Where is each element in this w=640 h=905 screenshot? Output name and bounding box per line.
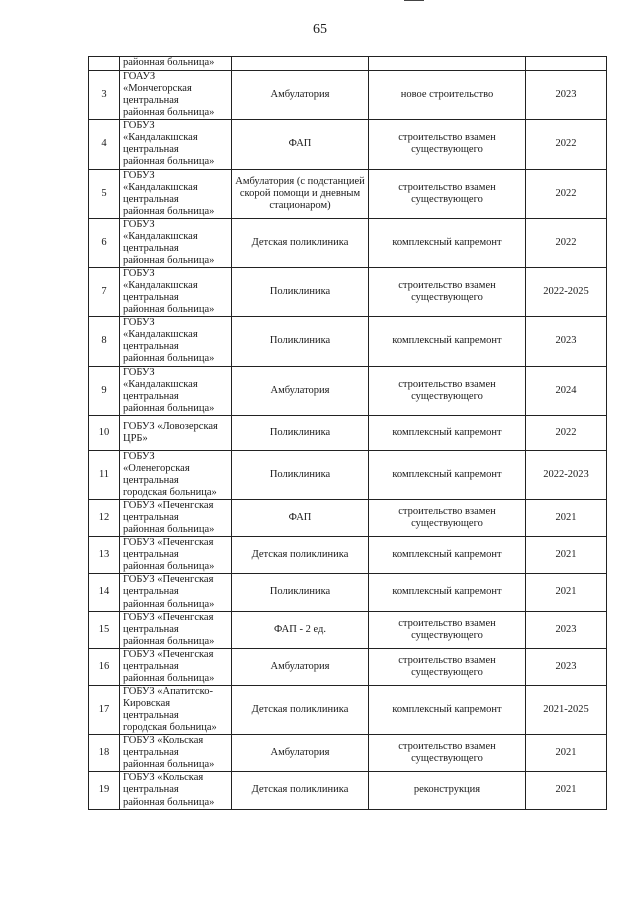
- organization-line: районная больница»: [123, 304, 215, 316]
- work-type-cell: реконструкция: [369, 772, 526, 809]
- year-cell: 2021-2025: [526, 685, 607, 734]
- work-type-cell: строительство взамен существующего: [369, 611, 526, 648]
- organization-line: районная больница»: [123, 598, 215, 610]
- page-number: 65: [313, 22, 327, 37]
- organization-line: городская больница»: [123, 486, 217, 498]
- table-row: [89, 71, 607, 120]
- row-number: 3: [89, 71, 120, 120]
- organization-line: центральная: [123, 549, 179, 561]
- table-row: [89, 735, 607, 772]
- organization-line: центральная: [123, 390, 179, 402]
- year-cell: 2023: [526, 648, 607, 685]
- table-row: [89, 317, 607, 366]
- facility-type-cell: Амбулатория: [232, 366, 369, 415]
- organization-cell: [120, 317, 232, 366]
- organization-cell: [120, 648, 232, 685]
- row-number: 4: [89, 120, 120, 169]
- facility-type-cell: Поликлиника: [232, 317, 369, 366]
- organization-line: ГОБУЗ «Печенгская: [123, 537, 214, 549]
- organization-line: ГОБУЗ «Печенгская: [123, 500, 214, 511]
- facility-type-cell: Детская поликлиника: [232, 537, 369, 574]
- organization-line: районная больница»: [123, 156, 215, 168]
- table-row: [89, 772, 607, 809]
- organization-line: ГОБУЗ «Апатитско-: [123, 685, 213, 697]
- row-number: 19: [89, 772, 120, 809]
- organization-line: районная больница»: [123, 672, 215, 684]
- organization-cell: [120, 574, 232, 611]
- organization-line: ГОБУЗ «Печенгская: [123, 611, 214, 623]
- year-cell: 2022: [526, 169, 607, 218]
- organization-line: «Кандалакшская: [123, 280, 198, 292]
- organization-line: центральная: [123, 144, 179, 156]
- organization-cell: [120, 500, 232, 537]
- facility-type-cell: Детская поликлиника: [232, 685, 369, 734]
- organization-line: центральная: [123, 660, 179, 672]
- work-type-cell: строительство взамен существующего: [369, 268, 526, 317]
- organization-line: центральная: [123, 193, 179, 205]
- organization-line: ГОБУЗ «Печенгская: [123, 648, 214, 660]
- organization-line: «Мончегорская: [123, 83, 192, 95]
- row-number: 18: [89, 735, 120, 772]
- row-number: 14: [89, 574, 120, 611]
- organization-line: районная больница»: [123, 561, 215, 573]
- work-type-cell: комплексный капремонт: [369, 317, 526, 366]
- organization-cell: [120, 71, 232, 120]
- organization-line: районная больница»: [123, 57, 215, 69]
- row-number: 10: [89, 415, 120, 450]
- facility-type-cell: ФАП: [232, 120, 369, 169]
- table-row: [89, 574, 607, 611]
- year-cell: 2022-2023: [526, 450, 607, 499]
- organization-cell: [120, 772, 232, 809]
- organization-cell: [120, 537, 232, 574]
- organization-line: центральная: [123, 95, 179, 107]
- organization-cell: [120, 57, 232, 71]
- work-type-cell: новое строительство: [369, 71, 526, 120]
- facility-type-cell: Амбулатория: [232, 71, 369, 120]
- year-cell: [526, 57, 607, 71]
- table-row: [89, 366, 607, 415]
- organization-line: «Оленегорская: [123, 462, 190, 474]
- work-type-cell: строительство взамен существующего: [369, 366, 526, 415]
- row-number: 13: [89, 537, 120, 574]
- table-row: [89, 611, 607, 648]
- organization-cell: [120, 120, 232, 169]
- organization-line: районная больница»: [123, 635, 215, 647]
- organization-line: ГОБУЗ: [123, 120, 155, 132]
- work-type-cell: комплексный капремонт: [369, 415, 526, 450]
- work-type-cell: комплексный капремонт: [369, 218, 526, 267]
- facility-type-cell: Поликлиника: [232, 450, 369, 499]
- work-type-cell: комплексный капремонт: [369, 574, 526, 611]
- organization-cell: [120, 450, 232, 499]
- table-row: [89, 268, 607, 317]
- organization-line: ЦРБ»: [123, 432, 148, 444]
- organization-line: «Кандалакшская: [123, 230, 198, 242]
- work-type-cell: строительство взамен существующего: [369, 648, 526, 685]
- facility-type-cell: Амбулатория: [232, 735, 369, 772]
- facility-type-cell: Детская поликлиника: [232, 772, 369, 809]
- work-type-cell: комплексный капремонт: [369, 685, 526, 734]
- table-row: [89, 120, 607, 169]
- work-type-cell: строительство взамен существующего: [369, 500, 526, 537]
- table-row: [89, 537, 607, 574]
- organization-line: центральная: [123, 292, 179, 304]
- organization-line: ГОБУЗ «Ловозерская: [123, 420, 218, 432]
- facility-type-cell: Амбулатория (с подстанцией скорой помощи и дневным стационаром): [232, 169, 369, 218]
- year-cell: 2022: [526, 218, 607, 267]
- organization-line: районная больница»: [123, 353, 215, 365]
- organization-line: Кировская: [123, 698, 171, 709]
- organization-line: районная больница»: [123, 524, 215, 536]
- organization-line: районная больница»: [123, 205, 215, 217]
- work-type-cell: комплексный капремонт: [369, 537, 526, 574]
- organization-line: ГОБУЗ: [123, 169, 155, 181]
- top-rule: [404, 0, 424, 1]
- table-row: [89, 500, 607, 537]
- organization-cell: [120, 611, 232, 648]
- work-type-cell: строительство взамен существующего: [369, 735, 526, 772]
- organization-line: центральная: [123, 512, 179, 524]
- year-cell: 2022: [526, 120, 607, 169]
- facility-type-cell: Поликлиника: [232, 574, 369, 611]
- work-type-cell: строительство взамен существующего: [369, 169, 526, 218]
- table-row: [89, 218, 607, 267]
- organization-line: ГОБУЗ «Кольская: [123, 772, 204, 784]
- organization-line: центральная: [123, 784, 179, 796]
- organization-line: центральная: [123, 710, 179, 722]
- organization-line: центральная: [123, 586, 179, 598]
- organization-line: ГОБУЗ «Кольская: [123, 735, 204, 747]
- organization-line: ГОБУЗ «Печенгская: [123, 574, 214, 586]
- organization-line: городская больница»: [123, 722, 217, 734]
- organization-line: «Кандалакшская: [123, 181, 198, 193]
- facility-type-cell: Амбулатория: [232, 648, 369, 685]
- facility-type-cell: [232, 57, 369, 71]
- row-number: 9: [89, 366, 120, 415]
- year-cell: 2021: [526, 772, 607, 809]
- organization-cell: [120, 735, 232, 772]
- organization-line: районная больница»: [123, 107, 215, 119]
- work-type-cell: строительство взамен существующего: [369, 120, 526, 169]
- row-number: 6: [89, 218, 120, 267]
- year-cell: 2021: [526, 574, 607, 611]
- organization-line: ГОАУЗ: [123, 71, 156, 82]
- year-cell: 2021: [526, 735, 607, 772]
- organization-line: ГОБУЗ: [123, 317, 155, 329]
- work-type-cell: [369, 57, 526, 71]
- row-number: 5: [89, 169, 120, 218]
- table-body: [89, 57, 607, 810]
- year-cell: 2023: [526, 71, 607, 120]
- table-row: [89, 415, 607, 450]
- organization-line: ГОБУЗ: [123, 218, 155, 230]
- organization-cell: [120, 685, 232, 734]
- organization-line: районная больница»: [123, 796, 215, 808]
- organization-cell: [120, 366, 232, 415]
- organization-line: центральная: [123, 623, 179, 635]
- organization-line: ГОБУЗ: [123, 366, 155, 378]
- row-number: 16: [89, 648, 120, 685]
- organization-line: районная больница»: [123, 254, 215, 266]
- organization-line: районная больница»: [123, 402, 215, 414]
- row-number: [89, 57, 120, 71]
- year-cell: 2024: [526, 366, 607, 415]
- organization-line: центральная: [123, 242, 179, 254]
- facility-type-cell: Детская поликлиника: [232, 218, 369, 267]
- year-cell: 2023: [526, 611, 607, 648]
- organization-line: «Кандалакшская: [123, 378, 198, 390]
- organization-cell: [120, 415, 232, 450]
- facility-type-cell: ФАП - 2 ед.: [232, 611, 369, 648]
- table-row: [89, 685, 607, 734]
- organization-line: центральная: [123, 341, 179, 353]
- facilities-table: [88, 56, 607, 810]
- organization-cell: [120, 268, 232, 317]
- organization-line: районная больница»: [123, 759, 215, 771]
- row-number: 8: [89, 317, 120, 366]
- table-row: [89, 450, 607, 499]
- year-cell: 2023: [526, 317, 607, 366]
- row-number: 15: [89, 611, 120, 648]
- facility-type-cell: Поликлиника: [232, 268, 369, 317]
- organization-line: ГОБУЗ: [123, 450, 155, 462]
- work-type-cell: комплексный капремонт: [369, 450, 526, 499]
- row-number: 17: [89, 685, 120, 734]
- row-number: 12: [89, 500, 120, 537]
- row-number: 7: [89, 268, 120, 317]
- facility-type-cell: Поликлиника: [232, 415, 369, 450]
- year-cell: 2022-2025: [526, 268, 607, 317]
- organization-line: «Кандалакшская: [123, 329, 198, 341]
- organization-cell: [120, 218, 232, 267]
- year-cell: 2021: [526, 500, 607, 537]
- year-cell: 2021: [526, 537, 607, 574]
- organization-cell: [120, 169, 232, 218]
- organization-line: «Кандалакшская: [123, 132, 198, 144]
- organization-line: центральная: [123, 747, 179, 759]
- organization-line: ГОБУЗ: [123, 268, 155, 279]
- facility-type-cell: ФАП: [232, 500, 369, 537]
- continuation-row: [89, 57, 607, 71]
- year-cell: 2022: [526, 415, 607, 450]
- table-row: [89, 648, 607, 685]
- table-row: [89, 169, 607, 218]
- organization-line: центральная: [123, 474, 179, 486]
- row-number: 11: [89, 450, 120, 499]
